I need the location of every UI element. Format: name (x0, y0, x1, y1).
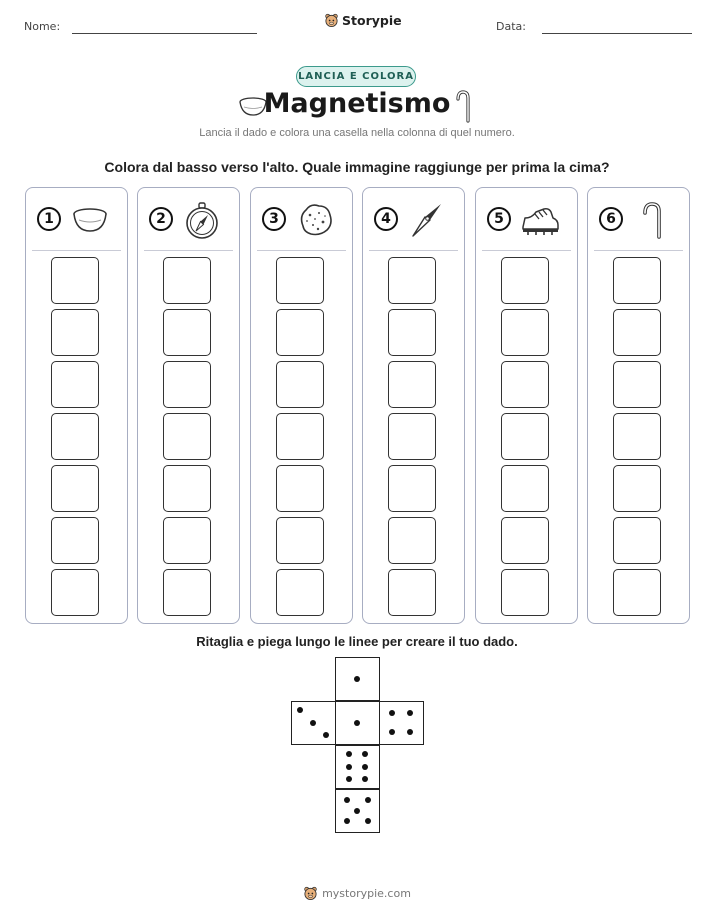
color-box[interactable] (163, 517, 211, 564)
bowl-icon (70, 200, 110, 240)
dice-face (335, 789, 380, 833)
color-box[interactable] (388, 569, 436, 616)
dice-pip (365, 797, 371, 803)
dice-face (291, 701, 336, 745)
name-label: Nome: (24, 20, 61, 33)
date-label: Data: (496, 20, 526, 33)
color-box[interactable] (613, 569, 661, 616)
dice-pip (354, 676, 360, 682)
color-box[interactable] (163, 309, 211, 356)
color-box[interactable] (501, 517, 549, 564)
column-number: 4 (374, 207, 398, 231)
cane-icon (452, 90, 472, 124)
color-box[interactable] (388, 465, 436, 512)
column-number: 6 (599, 207, 623, 231)
dice-pip (362, 764, 368, 770)
color-box[interactable] (276, 465, 324, 512)
color-box[interactable] (51, 413, 99, 460)
color-box[interactable] (163, 413, 211, 460)
dice-pip (354, 808, 360, 814)
logo-text: Storypie (342, 13, 402, 28)
dice-pip (344, 797, 350, 803)
subtitle: Lancia il dado e colora una casella nella colonna di quel numero. (199, 127, 515, 139)
column-2 (137, 187, 240, 624)
color-box[interactable] (51, 569, 99, 616)
color-box[interactable] (388, 517, 436, 564)
dice-pip (389, 729, 395, 735)
dice-pip (346, 764, 352, 770)
color-box[interactable] (388, 257, 436, 304)
dice-pip (346, 776, 352, 782)
dice-pip (365, 818, 371, 824)
color-box[interactable] (388, 413, 436, 460)
dice-face (335, 745, 380, 789)
dice-pip (310, 720, 316, 726)
column-header (588, 188, 689, 250)
dice-face (379, 701, 424, 745)
storypie-mascot-icon (303, 886, 318, 901)
cut-instruction: Ritaglia e piega lungo le linee per creare il tuo dado. (196, 634, 518, 649)
column-divider (594, 250, 683, 251)
color-box[interactable] (51, 517, 99, 564)
column-header (138, 188, 239, 250)
column-divider (257, 250, 346, 251)
color-box[interactable] (51, 361, 99, 408)
color-box[interactable] (501, 413, 549, 460)
color-box[interactable] (276, 257, 324, 304)
column-header (363, 188, 464, 250)
color-box[interactable] (276, 413, 324, 460)
color-box[interactable] (163, 361, 211, 408)
column-divider (32, 250, 121, 251)
storypie-mascot-icon (324, 13, 339, 28)
column-header (251, 188, 352, 250)
color-box[interactable] (501, 361, 549, 408)
dice-pip (389, 710, 395, 716)
logo (324, 13, 402, 28)
color-box[interactable] (163, 569, 211, 616)
dice-pip (323, 732, 329, 738)
color-box[interactable] (163, 465, 211, 512)
color-box[interactable] (276, 517, 324, 564)
dice-pip (346, 751, 352, 757)
color-box[interactable] (388, 309, 436, 356)
dice-pip (362, 751, 368, 757)
color-box[interactable] (613, 361, 661, 408)
footer-url: mystorypie.com (322, 887, 411, 900)
color-box[interactable] (613, 517, 661, 564)
column-divider (369, 250, 458, 251)
name-line (72, 33, 257, 34)
column-4 (362, 187, 465, 624)
column-number: 2 (149, 207, 173, 231)
compass-icon (182, 200, 222, 240)
color-box[interactable] (613, 413, 661, 460)
instruction: Colora dal basso verso l'alto. Quale immagine raggiunge per prima la cima? (104, 159, 610, 175)
compass-needle-icon (407, 200, 447, 240)
column-3 (250, 187, 353, 624)
date-line (542, 33, 692, 34)
dice-pip (344, 818, 350, 824)
dice-pip (407, 729, 413, 735)
column-divider (144, 250, 233, 251)
color-box[interactable] (501, 569, 549, 616)
dice-face (335, 657, 380, 701)
color-box[interactable] (276, 361, 324, 408)
column-header (476, 188, 577, 250)
cane-icon (632, 200, 672, 240)
page-title: Magnetismo (263, 88, 451, 119)
column-6 (587, 187, 690, 624)
color-box[interactable] (51, 257, 99, 304)
column-1 (25, 187, 128, 624)
color-box[interactable] (613, 465, 661, 512)
color-box[interactable] (51, 309, 99, 356)
dice-pip (297, 707, 303, 713)
column-number: 1 (37, 207, 61, 231)
activity-badge: LANCIA E COLORA (296, 66, 416, 87)
color-box[interactable] (613, 257, 661, 304)
color-box[interactable] (51, 465, 99, 512)
dice-pip (407, 710, 413, 716)
column-header (26, 188, 127, 250)
color-box[interactable] (613, 309, 661, 356)
color-box[interactable] (276, 309, 324, 356)
column-number: 3 (262, 207, 286, 231)
color-box[interactable] (276, 569, 324, 616)
shoe-icon (520, 200, 560, 240)
color-box[interactable] (501, 465, 549, 512)
column-divider (482, 250, 571, 251)
column-number: 5 (487, 207, 511, 231)
dice-face (335, 701, 380, 745)
color-box[interactable] (501, 309, 549, 356)
color-box[interactable] (163, 257, 211, 304)
column-5 (475, 187, 578, 624)
dice-pip (362, 776, 368, 782)
color-box[interactable] (388, 361, 436, 408)
rock-icon (295, 200, 335, 240)
color-box[interactable] (501, 257, 549, 304)
dice-pip (354, 720, 360, 726)
footer (0, 886, 714, 901)
